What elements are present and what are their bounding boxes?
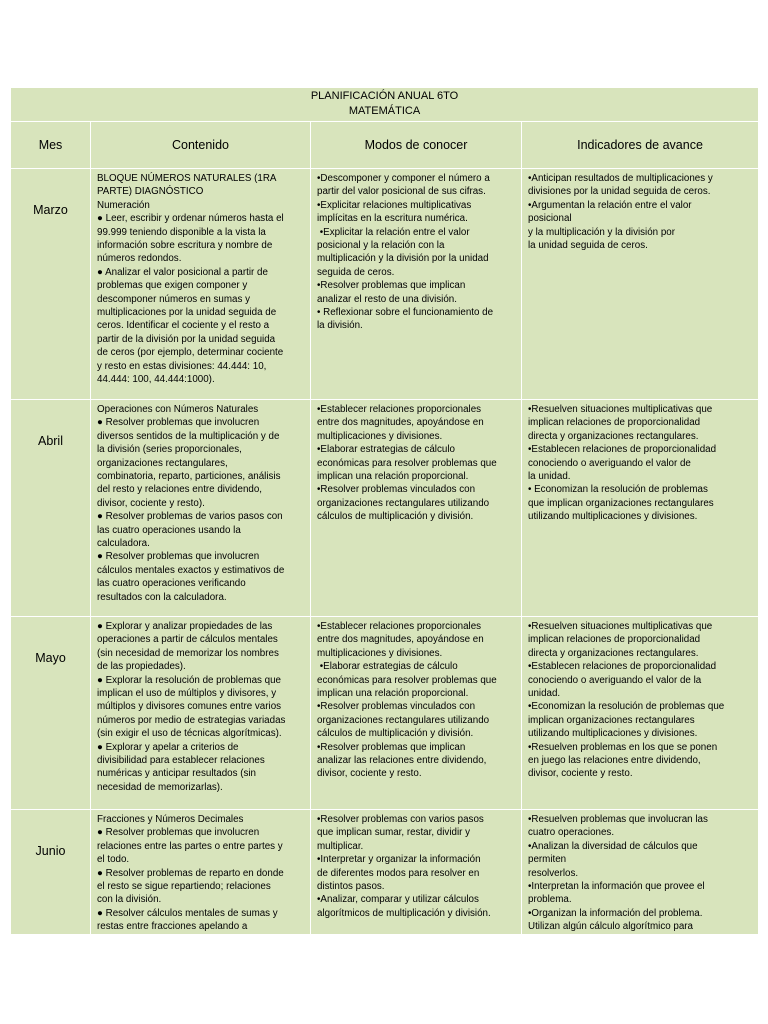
cell-text-line: problemas que exigen componer y — [97, 280, 248, 292]
cell-text-line: •Resolver problemas con varios pasos — [317, 814, 484, 825]
cell-text-line: organizaciones rectangulares, — [97, 457, 228, 469]
cell-text-line: directa y organizaciones rectangulares. — [528, 647, 699, 659]
cell-text-line: •Resolver problemas vinculados con — [317, 701, 476, 713]
cell-text-line: conociendo o averiguando el valor de la — [528, 674, 702, 686]
cell-text-line: organizaciones rectangulares utilizando — [317, 714, 490, 726]
header-mes: Mes — [11, 122, 91, 169]
cell-text-line: •Resuelven problemas que involucran las — [528, 814, 708, 825]
table-row — [11, 810, 759, 935]
month-cell — [11, 169, 91, 400]
cell-text-line: BLOQUE NÚMEROS NATURALES (1RA — [97, 173, 277, 184]
indicadores-cell — [522, 400, 759, 617]
cell-text-line: las cuatro operaciones verificando — [97, 578, 246, 590]
title-line-1: PLANIFICACIÓN ANUAL 6TO — [310, 90, 459, 102]
header-modos: Modos de conocer — [311, 122, 522, 169]
cell-text-line: ● Analizar el valor posicional a partir de — [97, 266, 268, 278]
cell-text-line: implican relaciones de proporcionalidad — [528, 417, 701, 429]
modos-cell — [311, 169, 522, 400]
cell-text-line: •Analizar, comparar y utilizar cálculos — [317, 894, 479, 906]
cell-text-line: analizar las relaciones entre dividendo, — [317, 755, 487, 767]
cell-text-line: •Explicitar relaciones multiplicativas — [317, 199, 472, 211]
cell-text-line: resolverlos. — [528, 867, 579, 879]
cell-text-line: •Elaborar estrategias de cálculo — [317, 444, 455, 456]
modos-cell — [311, 810, 522, 935]
title-row — [11, 88, 759, 122]
cell-text-line: multiplicar. — [317, 840, 364, 852]
cell-text-line: •Descomponer y componer el número a — [317, 173, 490, 184]
cell-text-line: utilizando multiplicaciones y divisiones. — [528, 511, 698, 523]
header-row — [11, 122, 759, 169]
modos-cell — [311, 400, 522, 617]
month-label: Abril — [37, 434, 63, 448]
cell-text-line: implícitas en la escritura numérica. — [317, 213, 468, 225]
cell-text-line: •Resuelven situaciones multiplicativas que — [528, 404, 713, 415]
cell-text-line: ● Resolver problemas que involucren — [97, 827, 260, 839]
cell-text-line: divisiones por la unidad seguida de ceros. — [528, 186, 711, 198]
cell-text-line: implican relaciones de proporcionalidad — [528, 634, 701, 646]
title-line-2: MATEMÁTICA — [348, 105, 421, 117]
cell-text-line: PARTE) DIAGNÓSTICO — [97, 186, 204, 198]
cell-text-line: la unidad seguida de ceros. — [528, 240, 648, 252]
cell-text-line: (sin necesidad de memorizar los nombres — [97, 647, 279, 659]
header-contenido: Contenido — [91, 122, 311, 169]
cell-text-line: la unidad. — [528, 471, 571, 483]
cell-text-line: partir de la división por la unidad seguida — [97, 333, 276, 345]
cell-text-line: •Establecer relaciones proporcionales — [317, 404, 482, 415]
indicadores-cell — [522, 617, 759, 810]
cell-text-line: implican una relación proporcional. — [317, 688, 469, 700]
cell-text-line: implican organizaciones rectangulares — [528, 714, 695, 726]
cell-text-line: multiplicaciones y divisiones. — [317, 430, 443, 442]
cell-text-line: analizar el resto de una división. — [317, 293, 457, 305]
cell-text-line: (sin exigir el uso de técnicas algorítmicas). — [97, 728, 282, 740]
cell-text-line: económicas para resolver problemas que — [317, 457, 497, 469]
cell-text-line: y resto en estas divisiones: 44.444: 10, — [97, 360, 267, 372]
cell-text-line: de las propiedades). — [97, 661, 186, 673]
contenido-cell — [91, 400, 311, 617]
cell-text-line: divisor, cociente y resto. — [528, 768, 633, 780]
cell-text-line: económicas para resolver problemas que — [317, 674, 497, 686]
cell-text-line: información sobre escritura y nombre de — [97, 240, 273, 252]
month-cell — [11, 617, 91, 810]
cell-text-line: Fracciones y Números Decimales — [97, 814, 244, 825]
cell-text-line: •Establecer relaciones proporcionales — [317, 621, 482, 632]
cell-text-line: números por medio de estrategias variadas — [97, 714, 286, 726]
cell-text-line: el todo. — [97, 854, 130, 866]
cell-text-line: ceros. Identificar el cociente y el resto a — [97, 320, 270, 332]
cell-text-line: •Economizan la resolución de problemas que — [528, 701, 725, 713]
cell-text-line: •Explicitar la relación entre el valor — [317, 226, 470, 238]
cell-text-line: ● Explorar la resolución de problemas que — [97, 674, 281, 686]
cell-text-line: diversos sentidos de la multiplicación y de — [97, 430, 280, 442]
cell-text-line: unidad. — [528, 688, 561, 700]
cell-text-line: divisibilidad para establecer relaciones — [97, 755, 265, 767]
cell-text-line: las cuatro operaciones usando la — [97, 524, 241, 536]
header-indicadores: Indicadores de avance — [522, 122, 759, 169]
cell-text-line: ● Resolver problemas que involucren — [97, 551, 260, 563]
cell-text-line: la división (series proporcionales, — [97, 444, 242, 456]
cell-text-line: cálculos mentales exactos y estimativos de — [97, 564, 285, 576]
cell-text-line: que implican organizaciones rectangulares — [528, 497, 714, 509]
cell-text-line: seguida de ceros. — [317, 266, 395, 278]
cell-text-line: •Organizan la información del problema. — [528, 907, 703, 919]
cell-text-line: conociendo o averiguando el valor de — [528, 457, 691, 469]
cell-text-line: resultados con la calculadora. — [97, 591, 227, 603]
cell-text-line: ● Resolver problemas que involucren — [97, 417, 260, 429]
cell-text-line: de diferentes modos para resolver en — [317, 867, 480, 879]
cell-text-line: distintos pasos. — [317, 881, 385, 893]
cell-text-line: ● Leer, escribir y ordenar números hasta el — [97, 213, 284, 225]
cell-text-line: •Interpretan la información que provee el — [528, 881, 705, 893]
table-title — [11, 88, 759, 122]
cell-text-line: •Anticipan resultados de multiplicaciones y — [528, 173, 713, 184]
cell-text-line: números redondos. — [97, 253, 182, 265]
cell-text-line: relaciones entre las partes o entre partes y — [97, 840, 283, 852]
contenido-cell — [91, 617, 311, 810]
cell-text-line: Operaciones con Números Naturales — [97, 404, 259, 415]
cell-text-line: •Resolver problemas vinculados con — [317, 484, 476, 496]
contenido-cell — [91, 169, 311, 400]
planning-document — [10, 87, 758, 935]
cell-text-line: partir del valor posicional de sus cifras. — [317, 186, 486, 198]
cell-text-line: combinatoria, reparto, particiones, análisis — [97, 471, 281, 483]
cell-text-line: ● Explorar y analizar propiedades de las — [97, 621, 273, 632]
cell-text-line: y la multiplicación y la división por — [528, 226, 676, 238]
cell-text-line: • Economizan la resolución de problemas — [528, 484, 708, 496]
cell-text-line: 99.999 teniendo disponible a la vista la — [97, 226, 266, 238]
cell-text-line: la división. — [317, 320, 363, 332]
cell-text-line: •Establecen relaciones de proporcionalidad — [528, 661, 717, 673]
cell-text-line: ● Resolver problemas de reparto en donde — [97, 867, 284, 879]
cell-text-line: algorítmicos de multiplicación y división. — [317, 907, 491, 919]
cell-text-line: en juego las relaciones entre dividendo, — [528, 755, 701, 767]
cell-text-line: ● Resolver problemas de varios pasos con — [97, 511, 283, 523]
cell-text-line: implican el uso de múltiplos y divisores, y — [97, 688, 277, 700]
cell-text-line: •Resolver problemas que implican — [317, 741, 466, 753]
cell-text-line: de ceros (por ejemplo, determinar cociente — [97, 347, 284, 359]
table-row — [11, 400, 759, 617]
cell-text-line: necesidad de memorizarlas). — [97, 781, 223, 793]
cell-text-line: •Argumentan la relación entre el valor — [528, 199, 692, 211]
cell-text-line: restas entre fracciones apelando a — [97, 921, 248, 933]
month-cell — [11, 400, 91, 617]
month-label: Junio — [35, 844, 66, 858]
cell-text-line: ● Resolver cálculos mentales de sumas y — [97, 907, 278, 919]
cell-text-line: utilizando multiplicaciones y divisiones. — [528, 728, 698, 740]
cell-text-line: • Reflexionar sobre el funcionamiento de — [317, 307, 494, 319]
cell-text-line: implican una relación proporcional. — [317, 471, 469, 483]
cell-text-line: multiplicaciones y divisiones. — [317, 647, 443, 659]
table-row — [11, 169, 759, 400]
cell-text-line: posicional — [528, 213, 572, 225]
cell-text-line: posicional y la relación con la — [317, 240, 445, 252]
cell-text-line: •Interpretar y organizar la información — [317, 854, 481, 866]
cell-text-line: cuatro operaciones. — [528, 827, 615, 839]
indicadores-cell — [522, 810, 759, 935]
cell-text-line: •Resolver problemas que implican — [317, 280, 466, 292]
cell-text-line: cálculos de multiplicación y división. — [317, 728, 474, 740]
cell-text-line: operaciones a partir de cálculos mentales — [97, 634, 278, 646]
cell-text-line: •Resuelven situaciones multiplicativas que — [528, 621, 713, 632]
indicadores-cell — [522, 169, 759, 400]
cell-text-line: Utilizan algún cálculo algorítmico para — [528, 921, 693, 933]
month-label: Marzo — [33, 203, 68, 217]
cell-text-line: divisor, cociente y resto. — [317, 768, 422, 780]
month-cell — [11, 810, 91, 935]
cell-text-line: numéricas y anticipar resultados (sin — [97, 768, 256, 780]
cell-text-line: organizaciones rectangulares utilizando — [317, 497, 490, 509]
cell-text-line: •Establecen relaciones de proporcionalidad — [528, 444, 717, 456]
table-row — [11, 617, 759, 810]
cell-text-line: problema. — [528, 894, 572, 906]
cell-text-line: calculadora. — [97, 538, 150, 550]
cell-text-line: •Resuelven problemas en los que se ponen — [528, 741, 718, 753]
contenido-cell — [91, 810, 311, 935]
cell-text-line: •Elaborar estrategias de cálculo — [317, 661, 458, 673]
cell-text-line: entre dos magnitudes, apoyándose en — [317, 417, 484, 429]
cell-text-line: que implican sumar, restar, dividir y — [317, 827, 470, 839]
modos-cell — [311, 617, 522, 810]
cell-text-line: •Analizan la diversidad de cálculos que — [528, 840, 698, 852]
cell-text-line: con la división. — [97, 894, 162, 906]
cell-text-line: cálculos de multiplicación y división. — [317, 511, 474, 523]
cell-text-line: descomponer números en sumas y — [97, 293, 251, 305]
planning-table — [10, 87, 759, 935]
cell-text-line: múltiplos y divisores comunes entre varios — [97, 701, 282, 713]
cell-text-line: entre dos magnitudes, apoyándose en — [317, 634, 484, 646]
cell-text-line: el resto se sigue repartiendo; relaciones — [97, 881, 271, 893]
cell-text-line: divisor, cociente y resto). — [97, 497, 205, 509]
cell-text-line: Numeración — [97, 199, 150, 211]
cell-text-line: multiplicaciones por la unidad seguida de — [97, 307, 277, 319]
cell-text-line: directa y organizaciones rectangulares. — [528, 430, 699, 442]
cell-text-line: ● Explorar y apelar a criterios de — [97, 741, 239, 753]
cell-text-line: 44.444: 100, 44.444:1000). — [97, 374, 215, 386]
cell-text-line: permiten — [528, 854, 567, 866]
month-label: Mayo — [35, 651, 66, 665]
cell-text-line: multiplicación y la división por la unidad — [317, 253, 489, 265]
cell-text-line: del resto y relaciones entre dividendo, — [97, 484, 263, 496]
